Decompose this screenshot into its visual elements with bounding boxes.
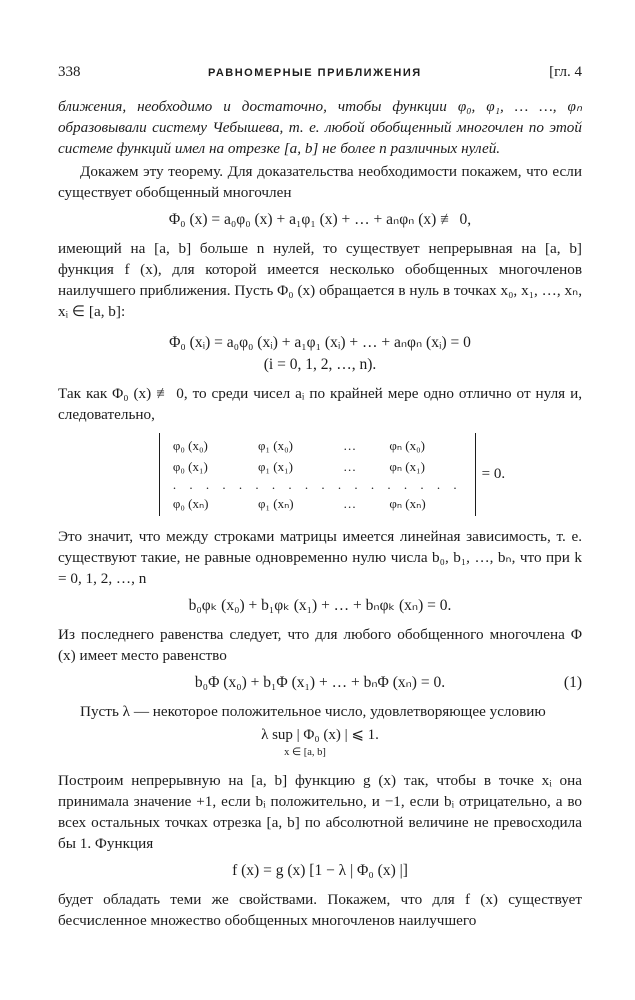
paragraph-consequence: Из последнего равенства следует, что для любого обобщенного многочлена Φ (x) имеет место равенство [58, 626, 582, 664]
paragraph-final: будет обладать теми же свойствами. Покажем, что для f (x) существует бесчисленное множество обобщенных многочленов наилучшего [58, 891, 582, 929]
page-number: 338 [58, 64, 81, 80]
paragraph-ai-nonzero: Так как Φ₀ (x) ≢ 0, то среди чисел aᵢ по крайней мере одно отлично от нуля и, следовательно, [58, 385, 582, 423]
det-cell: φ₀ (x₁) [172, 459, 208, 474]
paragraph-construct-g: Построим непрерывную на [a, b] функцию g (x) так, чтобы в точке xᵢ она принимала значение +1, если bᵢ положительно, и −1, если bᵢ отрицательно, а во всех остальных точках отрезка [a, b] по абсолютной величине не превосходила бы 1. Функция [58, 772, 582, 852]
det-cell: φ₁ (x₁) [257, 459, 293, 474]
det-row [166, 435, 469, 456]
equation-1 [58, 672, 582, 694]
chapter-marker: [гл. 4 [549, 64, 582, 80]
det-cell: φₙ (x₀) [389, 438, 425, 453]
equation-1-body: b₀Φ (x₀) + b₁Φ (x₁) + … + bₙΦ (xₙ) = 0. [194, 674, 446, 691]
det-cell: φ₁ (xₙ) [257, 496, 294, 511]
equation-lambda-sup-main: λ sup | Φ₀ (x) | ⩽ 1. [261, 727, 379, 743]
determinant [159, 433, 476, 516]
equation-phi0-at-xi-line2: (i = 0, 1, 2, …, n). [263, 356, 377, 373]
paragraph-zeros: имеющий на [a, b] больше n нулей, то существует непрерывная на [a, b] функция f (x), для которой имеется несколько обобщенных многочленов наилучшего приближения. Пусть Φ₀ (x) обращается в нуль в точках x₀, x₁, …, xₙ, xᵢ ∈ [a, b]: [58, 240, 582, 320]
determinant-block [82, 433, 582, 516]
det-cell: φ₀ (x₀) [172, 438, 208, 453]
paragraph-lambda: Пусть λ — некоторое положительное число, удовлетворяющее условию [80, 703, 546, 720]
page [58, 64, 582, 931]
det-cell: φₙ (xₙ) [389, 496, 426, 511]
equation-b-combination: b₀φₖ (x₀) + b₁φₖ (x₁) + … + bₙφₖ (xₙ) = 0. [188, 597, 452, 614]
equation-f: f (x) = g (x) [1 − λ | Φ₀ (x) |] [232, 862, 408, 879]
equation-phi0: Φ₀ (x) = a₀φ₀ (x) + a₁φ₁ (x) + … + aₙφₙ (x) ≢ 0, [168, 211, 472, 228]
determinant-rhs: = 0. [481, 466, 506, 482]
equation-phi0-at-xi-line1: Φ₀ (xᵢ) = a₀φ₀ (xᵢ) + a₁φ₁ (xᵢ) + … + aₙφₙ (xᵢ) = 0 [169, 334, 471, 351]
det-cell: … [343, 496, 357, 511]
equation-phi0-at-xi [58, 332, 582, 376]
det-dots: . . . . . . . . . . . . . . . . . . [172, 477, 462, 492]
det-row [166, 493, 469, 514]
running-title: РАВНОМЕРНЫЕ ПРИБЛИЖЕНИЯ [207, 67, 422, 79]
paragraph-linear-dependence: Это значит, что между строками матрицы имеется линейная зависимость, т. е. существуют такие, не равные одновременно нулю числа b₀, b₁, …, bₙ, что при k = 0, 1, 2, …, n [58, 528, 582, 587]
equation-lambda-sup-subscript: x ∈ [a, b] [284, 747, 326, 758]
paragraph-proof-start: Докажем эту теорему. Для доказательства необходимости покажем, что если существует обобщенный многочлен [58, 163, 582, 201]
running-header [58, 64, 582, 96]
equation-1-tag: (1) [563, 674, 582, 691]
det-cell: … [343, 459, 357, 474]
equation-lambda-sup [58, 726, 582, 762]
det-dots-row [166, 477, 469, 493]
det-cell: φₙ (x₁) [389, 459, 425, 474]
paragraph-theorem-end: ближения, необходимо и достаточно, чтобы функции φ₀, φ₁, … …, φₙ образовывали систему Чебышева, т. е. любой обобщенный многочлен по этой системе функций имел на отрезке [a, b] не более n различных нулей. [58, 98, 582, 157]
det-cell: … [343, 438, 357, 453]
det-row [166, 456, 469, 477]
det-cell: φ₁ (x₀) [257, 438, 293, 453]
det-cell: φ₀ (xₙ) [172, 496, 209, 511]
